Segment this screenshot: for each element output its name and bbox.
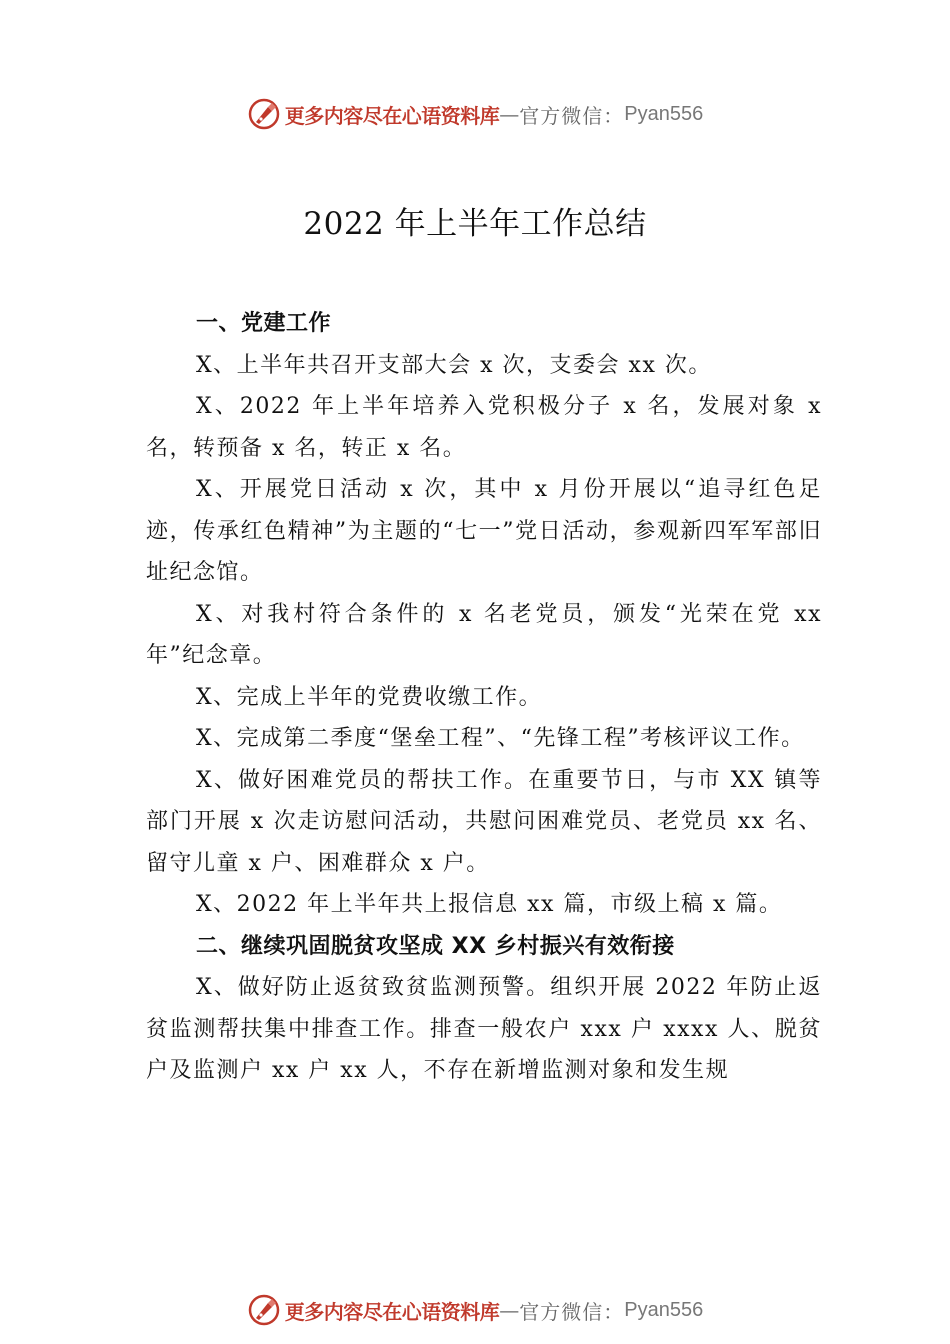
header-banner	[0, 94, 950, 134]
banner-brand-text: 更多内容尽在心语资料库	[284, 103, 500, 128]
paragraph: X、2022 年上半年共上报信息 xx 篇，市级上稿 x 篇。	[196, 892, 783, 917]
footer-banner	[0, 1290, 950, 1330]
paragraph: X、完成第二季度“堡垒工程”、“先锋工程”考核评议工作。	[196, 726, 805, 751]
banner-wechat-label: 官方微信：	[519, 1299, 625, 1324]
document-title: 2022 年上半年工作总结	[303, 206, 647, 242]
paragraph: X、2022 年上半年培养入党积极分子 x 名，发展对象 x 名，转预备 x 名，转正 x 名。	[146, 394, 822, 461]
pen-nib-logo-icon	[247, 97, 281, 131]
paragraph: X、上半年共召开支部大会 x 次，支委会 xx 次。	[196, 352, 712, 378]
paragraph: X、开展党日活动 x 次，其中 x 月份开展以“追寻红色足迹，传承红色精神”为主题的“七一”党日活动，参观新四军军部旧址纪念馆。	[146, 477, 822, 585]
pen-nib-logo-icon	[247, 1293, 281, 1327]
banner-wechat-handle: Pyan556	[624, 1298, 704, 1321]
banner-wechat-label: 官方微信：	[519, 103, 625, 128]
paragraph: X、做好防止返贫致贫监测预警。组织开展 2022 年防止返贫监测帮扶集中排查工作。排查一般农户 xxx 户 xxxx 人、脱贫户及监测户 xx 户 xx 人，不存在新增监测对象和发生规	[146, 975, 822, 1083]
paragraph: X、完成上半年的党费收缴工作。	[196, 684, 543, 710]
banner-brand-text: 更多内容尽在心语资料库	[284, 1299, 500, 1324]
paragraph: X、做好困难党员的帮扶工作。在重要节日，与市 XX 镇等部门开展 x 次走访慰问活动，共慰问困难党员、老党员 xx 名、留守儿童 x 户、困难群众 x 户。	[146, 767, 822, 876]
paragraph: X、对我村符合条件的 x 名老党员，颁发“光荣在党 xx 年”纪念章。	[146, 601, 822, 668]
banner-wechat-handle: Pyan556	[624, 102, 704, 125]
section-heading: 一、党建工作	[196, 311, 332, 336]
banner-separator: —	[499, 1298, 520, 1322]
banner-separator: —	[499, 102, 520, 126]
section-heading: 二、继续巩固脱贫攻坚成 XX 乡村振兴有效衔接	[196, 933, 675, 959]
document-body	[146, 303, 822, 1092]
